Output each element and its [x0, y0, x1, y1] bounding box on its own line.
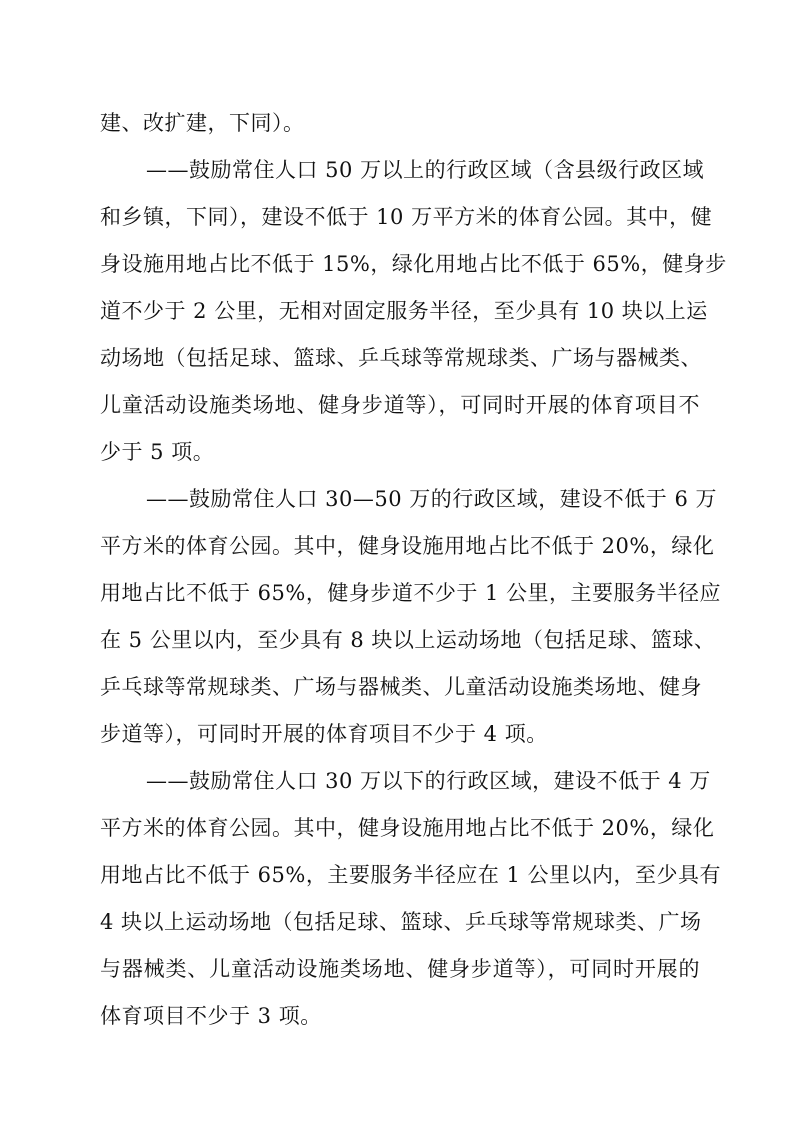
text-line: 动场地（包括足球、篮球、乒乓球等常规球类、广场与器械类、	[100, 346, 702, 370]
text-line: 少于 5 项。	[100, 440, 215, 464]
text-line: ——鼓励常住人口 50 万以上的行政区域（含县级行政区域	[146, 158, 705, 182]
text-line: 儿童活动设施类场地、健身步道等），可同时开展的体育项目不	[100, 393, 700, 417]
text-line: ——鼓励常住人口 30—50 万的行政区域，建设不低于 6 万	[146, 487, 718, 511]
text-line: 4 块以上运动场地（包括足球、篮球、乒乓球等常规球类、广场	[100, 910, 702, 934]
text-line: ——鼓励常住人口 30 万以下的行政区域，建设不低于 4 万	[146, 769, 711, 793]
text-line: 体育项目不少于 3 项。	[100, 1004, 322, 1028]
text-line: 身设施用地占比不低于 15%，绿化用地占比不低于 65%，健身步	[100, 252, 727, 276]
text-line: 平方米的体育公园。其中，健身设施用地占比不低于 20%，绿化	[100, 816, 715, 840]
text-line: 平方米的体育公园。其中，健身设施用地占比不低于 20%，绿化	[100, 534, 715, 558]
text-line: 步道等），可同时开展的体育项目不少于 4 项。	[100, 722, 548, 746]
text-line: 道不少于 2 公里，无相对固定服务半径，至少具有 10 块以上运	[100, 299, 708, 323]
text-line: 用地占比不低于 65%，主要服务半径应在 1 公里以内，至少具有	[100, 863, 722, 887]
text-line: 和乡镇，下同），建设不低于 10 万平方米的体育公园。其中，健	[100, 205, 713, 229]
text-line: 用地占比不低于 65%，健身步道不少于 1 公里，主要服务半径应	[100, 581, 722, 605]
text-line: 乒乓球等常规球类、广场与器械类、儿童活动设施类场地、健身	[100, 675, 702, 699]
text-line: 与器械类、儿童活动设施类场地、健身步道等），可同时开展的	[100, 957, 700, 981]
text-line: 在 5 公里以内，至少具有 8 块以上运动场地（包括足球、篮球、	[100, 628, 716, 652]
text-line: 建、改扩建，下同）。	[100, 111, 305, 135]
